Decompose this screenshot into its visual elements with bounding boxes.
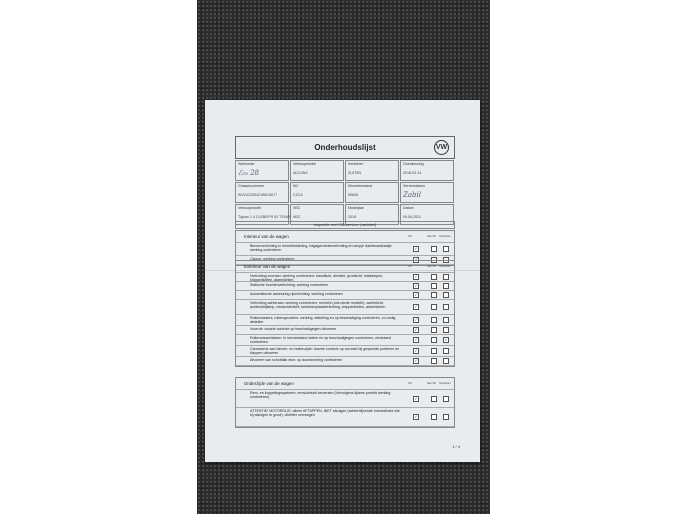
column-header: Verholpen (439, 235, 451, 238)
column-header: OK (408, 265, 412, 268)
info-cell (290, 160, 344, 181)
info-value: 2018 (348, 215, 356, 219)
info-value: ZL5T5N (348, 171, 361, 175)
checklist-item (236, 315, 454, 326)
ok-checkbox[interactable]: ✓ (414, 292, 418, 297)
info-label: Kilometerstand (348, 184, 372, 188)
not-ok-checkbox[interactable] (431, 274, 437, 280)
section-header (236, 378, 454, 390)
ok-checkbox[interactable]: ✓ (414, 283, 418, 288)
checklist-item (236, 346, 454, 357)
checklist-item-text: Binnenverlichting in hemelbekleding, bagageruimteverlichting en lampje dashboardkastje: werking controleren (250, 244, 393, 253)
info-cell (400, 160, 454, 181)
info-label: MC (293, 184, 299, 188)
page-number: 1 / 4 (452, 444, 460, 449)
info-value: AD1GNX (293, 171, 308, 175)
not-ok-checkbox[interactable] (431, 348, 437, 354)
info-row (235, 160, 455, 182)
section-title: Exterieur van de wagen (244, 264, 291, 269)
not-ok-checkbox[interactable] (431, 283, 437, 289)
checklist-item (236, 335, 454, 346)
column-header: OK (408, 235, 412, 238)
ok-checkbox[interactable]: ✓ (414, 257, 418, 262)
ok-checkbox[interactable]: ✓ (414, 348, 418, 353)
section-header (236, 261, 454, 273)
handwritten-value: Zabil (403, 191, 421, 199)
extra-checkbox[interactable] (443, 327, 449, 333)
vw-logo-icon: VW (434, 140, 449, 155)
not-ok-checkbox[interactable] (431, 246, 437, 252)
column-header: Niet OK (427, 382, 437, 385)
not-ok-checkbox[interactable] (431, 292, 437, 298)
info-cell (345, 160, 399, 181)
info-cell (235, 182, 289, 203)
checklist-item (236, 390, 454, 408)
document-header (235, 136, 455, 159)
not-ok-checkbox[interactable] (431, 327, 437, 333)
extra-checkbox[interactable] (443, 358, 449, 364)
column-header: Niet OK (427, 235, 437, 238)
info-label: VBC (293, 206, 301, 210)
info-label: Kentehen (348, 162, 364, 166)
info-cell (400, 182, 454, 203)
ok-checkbox[interactable]: ✓ (414, 395, 418, 401)
checklist-item-text: Claxon: werking controleren (250, 257, 295, 261)
checklist-item (236, 357, 454, 366)
not-ok-checkbox[interactable] (431, 414, 437, 420)
extra-checkbox[interactable] (443, 274, 449, 280)
checklist-item (236, 243, 454, 256)
info-value: 59608 (348, 193, 358, 197)
extra-checkbox[interactable] (443, 304, 449, 310)
info-row (235, 182, 455, 204)
info-cell (345, 182, 399, 203)
section-title: Onderzijde van de wagen (244, 381, 294, 386)
checklist-item-text: Statische bochtenverlichting: werking controleren (250, 283, 329, 287)
ok-checkbox[interactable]: ✓ (414, 337, 418, 342)
extra-checkbox[interactable] (443, 317, 449, 323)
checklist-item (236, 291, 454, 300)
document-title: Onderhoudslijst (314, 143, 376, 152)
column-header: Verholpen (439, 265, 451, 268)
vehicle-info-grid (235, 160, 455, 226)
ok-checkbox[interactable]: ✓ (414, 317, 418, 322)
info-label: Servicedatum (403, 184, 425, 188)
info-label: Werkorder (238, 162, 255, 166)
info-value: WVGZZZ5NZJW615677 (238, 193, 278, 197)
checklist-item (236, 273, 454, 282)
info-label: Modeljaar (348, 206, 364, 210)
checklist-item (236, 300, 454, 315)
checklist-item-text: Voorruit: visuele controle op beschadigingen uitvoeren (250, 327, 337, 331)
info-label: Chassisnummer (238, 184, 264, 188)
not-ok-checkbox[interactable] (431, 337, 437, 343)
not-ok-checkbox[interactable] (431, 358, 437, 364)
checklist-item-text: Verlichting achteraan: werking controleren: remlicht (ook derde remlicht), achterlicht, achteruitrijlamp, mistachterlicht, kentekenplaatverlichting, knipperlichten, alarmlichten (250, 301, 386, 310)
column-header: OK (408, 382, 412, 385)
extra-checkbox[interactable] (443, 292, 449, 298)
not-ok-checkbox[interactable] (431, 317, 437, 323)
checklist-item-text: Ruitenwissers, ruitensproeiers: werking, afstelling en op beschadiging controleren, zo nodig afstellen (250, 316, 396, 325)
column-header: Verholpen (439, 382, 451, 385)
checklist-section (235, 260, 455, 367)
checklist-item-text: Ruitenwisserbladen: in servicestand zetten en op beschadigingen controleren, eindstand controleren (250, 336, 391, 345)
checklist-item-text: ATTENTIE! MOTOROLIE: alleen AFTAPPEN, NIET afzuigen (achterblijvende hoeveelheid olie bij afzuigen te groot), oliefilter vervangen (250, 409, 400, 418)
info-value: CZCA (293, 193, 303, 197)
service-checklist-sheet (205, 100, 480, 462)
ok-checkbox[interactable]: ✓ (414, 327, 418, 332)
ok-checkbox[interactable]: ✓ (414, 304, 418, 309)
extra-checkbox[interactable] (443, 396, 449, 402)
info-cell (290, 182, 344, 203)
section-title: Interieur van de wagen (244, 234, 289, 239)
checklist-item-text: Rem- en koppelingssysteem: remvloeistof verversen (Vervolgens tijdens proefrit werking controleren) (250, 391, 391, 400)
extra-checkbox[interactable]: ✓ (444, 337, 448, 342)
info-label: Datum (403, 206, 414, 210)
ok-checkbox[interactable]: ✓ (414, 414, 418, 419)
extra-checkbox[interactable] (443, 414, 449, 420)
checklist-section (235, 377, 455, 428)
info-value: M2C (293, 215, 301, 219)
checklist-item-text: Automatische aansturing rijverlichting: werking controleren (250, 292, 343, 296)
info-cell (235, 160, 289, 181)
checklist-item-text: Carrosserie aan binnen- en buitenzijde: visuele controle op corrosie bij geopende portieren en kleppen uitvoeren (250, 347, 400, 356)
not-ok-checkbox[interactable] (431, 304, 437, 310)
info-label: Verkoopmodel (293, 162, 316, 166)
checklist-item (236, 408, 454, 427)
info-label: Verkoopmodel (238, 206, 261, 210)
info-value: Tiguan 1.4 CLEB/FFR 92 TSI/MR (238, 215, 292, 219)
ok-checkbox[interactable]: ✓ (414, 246, 418, 251)
section-header (236, 231, 454, 243)
checklist-item-text: Afvoeren van schuifdak etcn: op doorstroming controleren (250, 358, 343, 362)
handwritten-value: ℰ₂₉ 28 (238, 169, 259, 177)
info-label: Goedkeuring (403, 162, 424, 166)
info-value: 2018-03-14 (403, 171, 422, 175)
info-value: 09.06.2021 (403, 215, 421, 219)
not-ok-checkbox[interactable] (431, 396, 437, 402)
column-header: Niet OK (427, 265, 437, 268)
ok-checkbox[interactable]: ✓ (414, 274, 418, 279)
checklist-item (236, 282, 454, 291)
ok-checkbox[interactable]: ✓ (414, 358, 418, 363)
checklist-item (236, 326, 454, 335)
extra-checkbox[interactable] (443, 348, 449, 354)
extra-checkbox[interactable] (443, 246, 449, 252)
inspection-title: Inspectie met Olieservice (variabel) (235, 221, 455, 229)
checklist-item-text: Verlichting vooraan: werking controleren: standlicht, dimlicht, grootlicht, mistlampen, knipperlichten, alarmlichten (250, 274, 384, 283)
extra-checkbox[interactable] (443, 283, 449, 289)
